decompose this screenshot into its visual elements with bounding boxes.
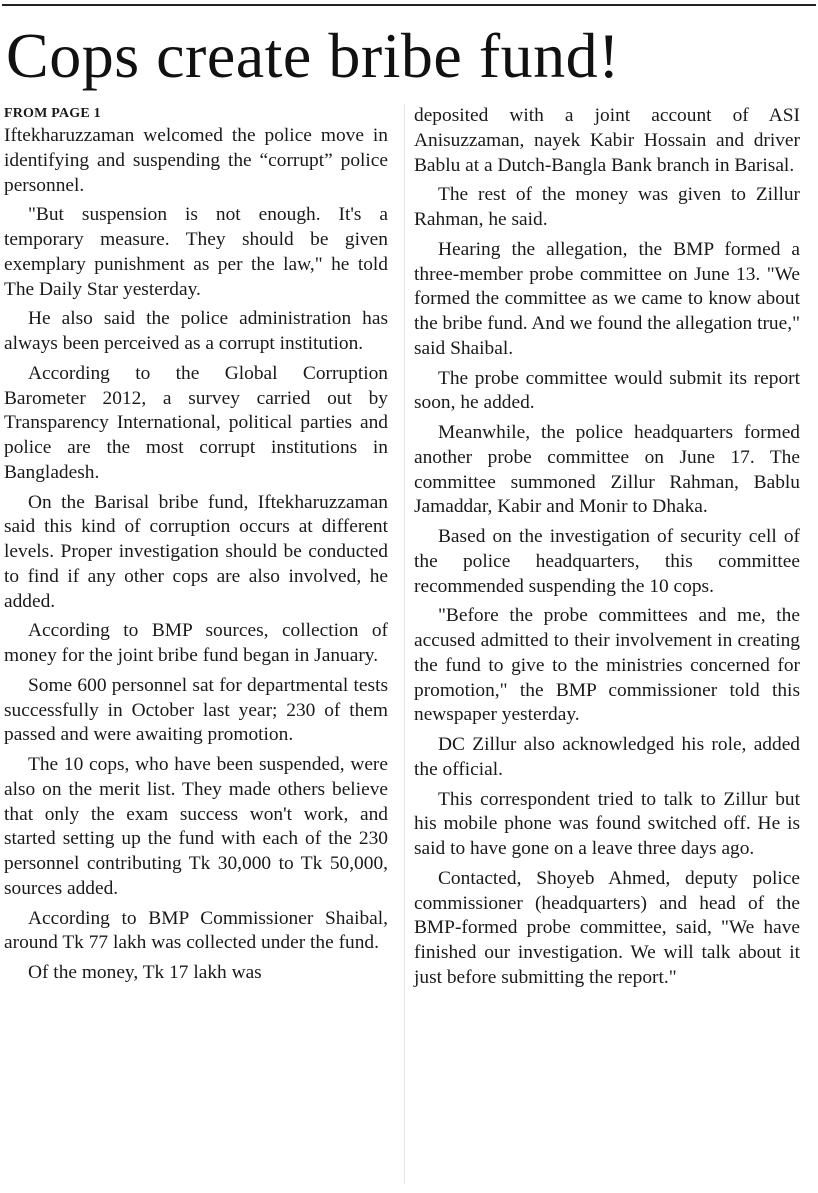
paragraph: According to the Global Corruption Barometer 2012, a survey carried out by Transparency International, political parties and police are the most corrupt institutions in Bangladesh. [4,362,388,483]
paragraph: "Before the probe committees and me, the accused admitted to their involvement in creating the fund to give to the ministries concerned for promotion," the BMP commissioner told this newspaper yesterday. [414,605,800,726]
top-rule [2,4,816,6]
paragraph: According to BMP Commissioner Shaibal, around Tk 77 lakh was collected under the fund. [4,907,388,954]
paragraph: deposited with a joint account of ASI Anisuzzaman, nayek Kabir Hossain and driver Bablu at a Dutch-Bangla Bank branch in Barisal. [414,105,800,176]
paragraph: According to BMP sources, collection of money for the joint bribe fund began in January. [4,620,388,666]
paragraph: Meanwhile, the police headquarters formed another probe committee on June 17. The committee summoned Zillur Rahman, Bablu Jamaddar, Kabir and Monir to Dhaka. [414,422,800,518]
paragraph: Based on the investigation of security cell of the police headquarters, this committee recommended suspending the 10 cops. [414,526,800,597]
right-column [414,104,800,996]
paragraph: The probe committee would submit its report soon, he added. [414,367,800,414]
paragraph: He also said the police administration has always been perceived as a corrupt institution. [4,308,388,354]
paragraph: Contacted, Shoyeb Ahmed, deputy police commissioner (headquarters) and head of the BMP-formed probe committee, said, "We have finished our investigation. We will talk about it just before submitting the report." [414,867,800,988]
paragraph: DC Zillur also acknowledged his role, added the official. [414,734,800,780]
paragraph: On the Barisal bribe fund, Iftekharuzzaman said this kind of corruption occurs at different levels. Proper investigation should be conducted to find if any other cops are also involved, he added. [4,491,388,612]
paragraph: Iftekharuzzaman welcomed the police move in identifying and suspending the “corrupt” police personnel. [4,125,388,196]
paragraph: "But suspension is not enough. It's a temporary measure. They should be given exemplary punishment as per the law," he told The Daily Star yesterday. [4,204,388,300]
paragraph: Of the money, Tk 17 lakh was [28,962,262,983]
column-divider [404,104,405,1184]
paragraph: The rest of the money was given to Zillur Rahman, he said. [414,184,800,230]
kicker: FROM PAGE 1 [4,106,101,121]
paragraph: Hearing the allegation, the BMP formed a three-member probe committee on June 13. "We formed the committee as we came to know about the bribe fund. And we found the allegation true," said Shaibal. [414,238,800,359]
left-column [4,104,388,991]
paragraph: Some 600 personnel sat for departmental tests successfully in October last year; 230 of them passed and were awaiting promotion. [4,674,388,746]
paragraph: This correspondent tried to talk to Zillur but his mobile phone was found switched off. He is said to have gone on a leave three days ago. [414,788,800,859]
paragraph: The 10 cops, who have been suspended, were also on the merit list. They made others believe that only the exam success won't work, and started setting up the fund with each of the 230 personnel contributing Tk 30,000 to Tk 50,000, sources added. [4,754,388,899]
headline: Cops create bribe fund! [6,20,620,91]
